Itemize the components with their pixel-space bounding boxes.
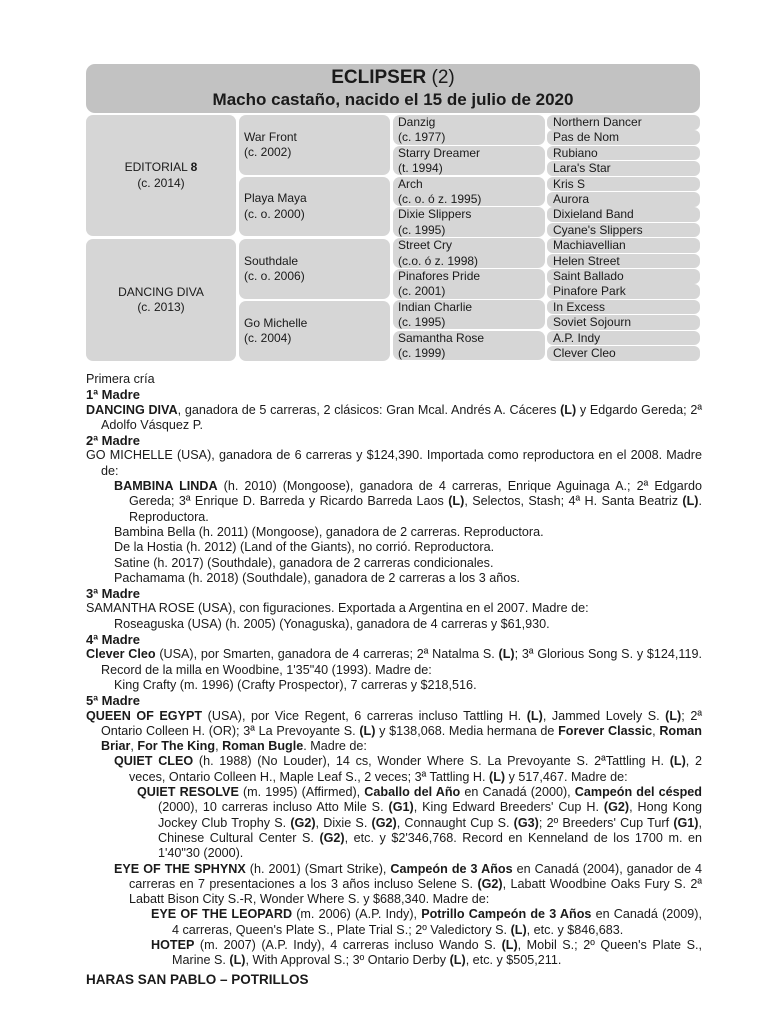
gen3-year: (c. 1999): [398, 346, 446, 360]
pedigree-gen3: [393, 177, 545, 207]
text: (2000), 10 carreras incluso Atto Mile S.: [158, 800, 389, 815]
sibling: Forever Classic: [558, 723, 653, 738]
text: , 2 veces, Ontario Colleen H., Maple Leaf S., 2 veces; 3ª Tattling H.: [129, 754, 702, 784]
grade: (L): [449, 953, 466, 968]
offspring-entry: [86, 785, 702, 861]
text: , etc. y $505,211.: [465, 953, 562, 968]
text: . Madre de:: [303, 739, 367, 754]
dam-5-entry: [86, 709, 702, 755]
grade: (L): [359, 723, 376, 738]
pedigree-gen4: Northern Dancer: [547, 115, 700, 130]
text: , With Approval S.; 3º Ontario Derby: [245, 953, 450, 968]
offspring-entry: Roseaguska (USA) (h. 2005) (Yonaguska), ganadora de 4 carreras y $61,930.: [114, 616, 550, 631]
grade: (L): [682, 494, 699, 509]
gen3-name: Dixie Slippers: [398, 207, 472, 222]
text: (m. 1995) (Affirmed),: [238, 785, 365, 800]
pedigree-gen4: Machiavellian: [547, 238, 700, 253]
text: (USA), por Vice Regent, 6 carreras incluso Tattling H.: [202, 708, 527, 723]
grade: (G3): [513, 815, 539, 830]
gen2-name: War Front: [244, 129, 297, 144]
grade: (L): [665, 708, 682, 723]
gen3-year: (c. 1995): [398, 222, 446, 237]
gen3-name: Street Cry: [398, 238, 453, 253]
family-text: [86, 372, 702, 969]
title-award: Campeón del césped: [574, 785, 703, 800]
intro: Primera cría: [86, 372, 155, 386]
text: ; 2ª Ontario Colleen H. (OR); 3ª La Prevoyante S.: [101, 708, 702, 738]
horse-number: (2): [431, 67, 455, 88]
gen3-year: (c. o. ó z. 1995): [398, 192, 482, 206]
text: , Selectos, Stash; 4ª H. Santa Beatriz: [464, 494, 683, 509]
text: y 517,467. Madre de:: [505, 769, 628, 784]
offspring-entry: [86, 862, 702, 908]
offspring-entry: [86, 907, 702, 938]
text: en Canadá (2000),: [460, 785, 575, 800]
heading-3rd-dam: 3ª Madre: [86, 586, 140, 602]
gen3-name: Samantha Rose: [398, 330, 485, 345]
gen3-name: Indian Charlie: [398, 299, 473, 314]
text: , Connaught Cup S.: [396, 815, 514, 830]
gen3-name: Danzig: [398, 115, 436, 129]
dam-2-entry: GO MICHELLE (USA), ganadora de 6 carreras y $124,390. Importada como reproductora en el 2008. Madre de:: [86, 448, 702, 478]
dam-3-entry: SAMANTHA ROSE (USA), con figuraciones. Exportada a Argentina en el 2007. Madre de:: [86, 601, 589, 616]
pedigree-gen4: Clever Cleo: [547, 346, 700, 361]
offspring-name: QUIET RESOLVE: [137, 785, 239, 800]
pedigree-gen3: [393, 238, 545, 268]
pedigree-gen4: Rubiano: [547, 146, 700, 161]
title-box: [86, 64, 700, 113]
gen2-year: (c. 2004): [244, 331, 292, 345]
text: (h. 1988) (No Louder), 14 cs, Wonder Where S. La Prevoyante S. 2ªTattling H.: [193, 754, 670, 769]
pedigree-gen4: Soviet Sojourn: [547, 315, 700, 330]
footer-label: HARAS SAN PABLO – POTRILLOS: [86, 972, 309, 987]
pedigree-table: [86, 115, 700, 361]
text: , Mobil S.; 2º Queen's Plate S., Marine S.: [172, 937, 702, 968]
gen2-year: (c. 2002): [244, 145, 292, 159]
gen3-year: (c. 1977): [398, 130, 446, 145]
text: (h. 2010) (Mongoose), ganadora de 4 carreras, Enrique Aguinaga A.; 2ª Edgardo Gereda; 3ª Enrique D. Barreda y Ricardo Barreda Laos: [129, 479, 702, 509]
horse-subtitle: Macho castaño, nacido el 15 de julio de 2020: [212, 90, 574, 109]
text: . Reproductora.: [129, 494, 702, 524]
grade: (L): [448, 494, 465, 509]
grade: (L): [229, 953, 246, 968]
dam-4-name: Clever Cleo: [86, 647, 156, 662]
title-award: Campeón de 3 Años: [390, 861, 513, 876]
text: , Jammed Lovely S.: [542, 708, 666, 723]
gen3-year: (c.o. ó z. 1998): [398, 253, 479, 268]
offspring-name: EYE OF THE LEOPARD: [151, 907, 293, 922]
text: ,: [130, 739, 138, 754]
offspring-name: HOTEP: [151, 937, 195, 952]
pedigree-gen3: [393, 331, 545, 361]
text: (m. 2006) (A.P. Indy),: [292, 907, 422, 922]
grade: (G2): [603, 800, 630, 815]
grade: (L): [489, 769, 506, 784]
gen3-year: (t. 1994): [398, 161, 443, 176]
sire-year: (c. 2014): [137, 175, 185, 190]
text: , Chinese Cultural Center S.: [158, 815, 702, 845]
grade: (G2): [477, 876, 503, 891]
offspring-entry: [86, 479, 702, 525]
pedigree-gen2: [239, 177, 390, 236]
gen2-year: (c. o. 2006): [244, 269, 305, 283]
pedigree-gen4: Dixieland Band: [547, 207, 700, 222]
text: ,: [215, 739, 223, 754]
grade: (G2): [290, 815, 316, 830]
pedigree-sire: [86, 115, 236, 236]
heading-1st-dam: 1ª Madre: [86, 387, 140, 403]
text: (USA), por Smarten, ganadora de 4 carreras; 2ª Natalma S.: [155, 647, 499, 662]
text: en Canadá (2009), 4 carreras, Queen's Plate S., Plate Trial S.; 2º Valedictory S.: [172, 907, 702, 937]
text: , Labatt Woodbine Oaks Fury S. 2ª Labatt Bison City S.-R, Wonder Where S. y $688,340. Madre de:: [129, 876, 702, 907]
dam-5-name: QUEEN OF EGYPT: [86, 708, 203, 723]
sire-line: [125, 160, 198, 175]
pedigree-gen3: [393, 269, 545, 299]
text: ; 2º Breeders' Cup Turf: [538, 815, 674, 830]
pedigree-gen2: [239, 115, 390, 175]
pedigree-gen4: A.P. Indy: [547, 331, 700, 346]
text: , etc. y $2'346,768. Record en Kenneland de los 1700 m. en 1'40"30 (2000).: [158, 830, 702, 861]
offspring-entry: Pachamama (h. 2018) (Southdale), ganadora de 2 carreras a los 3 años.: [114, 570, 521, 585]
gen2-name: Southdale: [244, 253, 299, 268]
offspring-entry: De la Hostia (h. 2012) (Land of the Giants), no corrió. Reproductora.: [114, 540, 495, 555]
sibling: Roman Bugle: [222, 739, 304, 754]
gen3-year: (c. 2001): [398, 284, 446, 299]
offspring-entry: [86, 938, 702, 969]
text: , King Edward Breeders' Cup H.: [413, 800, 604, 815]
grade: (L): [501, 937, 518, 952]
pedigree-gen4: Aurora: [547, 192, 700, 207]
text: ,: [652, 723, 660, 738]
text: en Canadá (2004), ganador de 4 carreras en 7 presentaciones a los 3 años incluso Selene S.: [129, 861, 702, 891]
grade: (G2): [371, 815, 397, 830]
text: (m. 2007) (A.P. Indy), 4 carreras incluso Wando S.: [194, 937, 502, 952]
grade: (L): [510, 922, 527, 937]
heading-5th-dam: 5ª Madre: [86, 693, 140, 709]
pedigree-gen4: Saint Ballado: [547, 269, 700, 284]
gen3-name: Starry Dreamer: [398, 145, 481, 160]
dam-1-name: DANCING DIVA: [86, 402, 178, 417]
offspring-name: QUIET CLEO: [114, 754, 194, 769]
pedigree-gen4: Cyane's Slippers: [547, 223, 700, 238]
gen2-year: (c. o. 2000): [244, 206, 305, 221]
offspring-entry: [86, 754, 702, 785]
dam-1-entry: [86, 403, 702, 434]
gen3-name: Pinafores Pride: [398, 269, 481, 283]
pedigree-gen4: In Excess: [547, 300, 700, 315]
pedigree-gen2: [239, 239, 390, 299]
grade: (L): [526, 708, 543, 723]
horse-title: [86, 67, 700, 89]
dam-year: (c. 2013): [137, 300, 185, 314]
sibling: For The King: [137, 739, 216, 754]
offspring-name: EYE OF THE SPHYNX: [114, 861, 246, 876]
text: ; 3ª Glorious Song S. y $124,119. Record de la milla en Woodbine, 1'35"40 (1993). Madre de:: [101, 647, 702, 677]
sibling: Roman Briar: [101, 723, 702, 754]
pedigree-gen4: Pinafore Park: [547, 284, 700, 299]
gen3-year: (c. 1995): [398, 315, 446, 330]
pedigree-dam: [86, 239, 236, 361]
pedigree-gen4: Helen Street: [547, 254, 700, 269]
pedigree-gen3: [393, 146, 545, 176]
grade: (L): [669, 754, 686, 769]
text: , etc. y $846,683.: [526, 922, 624, 937]
text: (h. 2001) (Smart Strike),: [245, 861, 391, 876]
pedigree-gen3: [393, 207, 545, 237]
horse-name: ECLIPSER: [331, 67, 427, 88]
dam-4-entry: [86, 647, 702, 678]
heading-4th-dam: 4ª Madre: [86, 632, 140, 648]
title-award: Potrillo Campeón de 3 Años: [421, 907, 592, 922]
dam-name: DANCING DIVA: [118, 284, 204, 299]
text: , ganadora de 5 carreras, 2 clásicos: Gran Mcal. Andrés A. Cáceres: [177, 402, 561, 417]
offspring-name: BAMBINA LINDA: [114, 479, 218, 494]
grade: (L): [560, 402, 577, 417]
grade: (G2): [319, 830, 345, 845]
pedigree-gen4: Lara's Star: [547, 161, 700, 176]
text: y Edgardo Gereda; 2ª Adolfo Vásquez P.: [101, 402, 703, 432]
sire-mark: 8: [190, 160, 198, 175]
offspring-entry: Bambina Bella (h. 2011) (Mongoose), ganadora de 2 carreras. Reproductora.: [114, 524, 544, 539]
grade: (G1): [388, 800, 414, 815]
grade: (G1): [673, 815, 699, 830]
sire-name: EDITORIAL: [124, 160, 188, 175]
gen3-name: Arch: [398, 176, 423, 191]
heading-2nd-dam: 2ª Madre: [86, 433, 140, 449]
title-award: Caballo del Año: [364, 785, 461, 800]
text: , Dixie S.: [315, 815, 372, 830]
offspring-entry: Satine (h. 2017) (Southdale), ganadora de 2 carreras condicionales.: [114, 555, 494, 570]
grade: (L): [498, 647, 515, 662]
text: , Hong Kong Jockey Club Trophy S.: [158, 800, 702, 830]
pedigree-gen3: [393, 300, 545, 330]
pedigree-gen3: [393, 115, 545, 145]
gen2-name: Go Michelle: [244, 315, 308, 330]
text: y $138,068. Media hermana de: [375, 723, 559, 738]
pedigree-gen4: Kris S: [547, 177, 700, 192]
offspring-entry: King Crafty (m. 1996) (Crafty Prospector), 7 carreras y $218,516.: [114, 677, 477, 692]
pedigree-gen4: Pas de Nom: [547, 130, 700, 145]
pedigree-gen2: [239, 301, 390, 361]
gen2-name: Playa Maya: [244, 191, 307, 206]
